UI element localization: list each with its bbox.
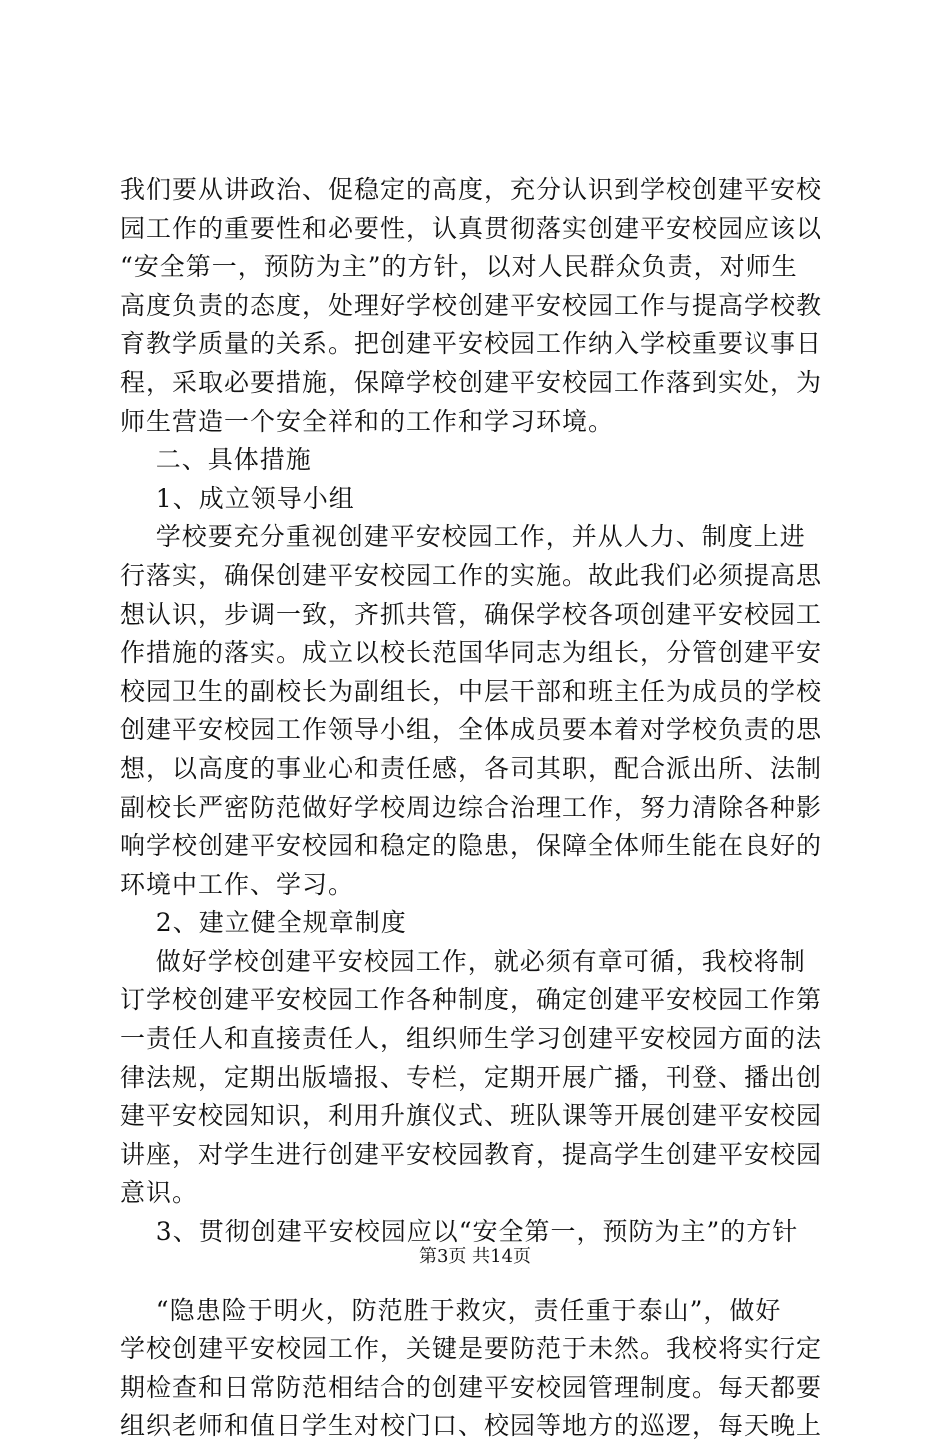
text-line: 组织老师和值日学生对校门口、校园等地方的巡逻，每天晚上 xyxy=(120,1411,823,1441)
text-line: 我们要从讲政治、促稳定的高度，充分认识到学校创建平安校 xyxy=(120,175,823,204)
text-line: 行落实，确保创建平安校园工作的实施。故此我们必须提高思 xyxy=(120,560,823,590)
subsection-heading: 2、建立健全规章制度 xyxy=(120,908,407,938)
subsection-heading: 3、贯彻创建平安校园应以“安全第一，预防为主”的方针 xyxy=(120,1217,799,1247)
section-heading: 二、具体措施 xyxy=(120,445,312,475)
text-line: 副校长严密防范做好学校周边综合治理工作，努力清除各种影 xyxy=(120,792,823,822)
text-line: 期检查和日常防范相结合的创建平安校园管理制度。每天都要 xyxy=(120,1372,823,1402)
text-line: 想认识，步调一致，齐抓共管，确保学校各项创建平安校园工 xyxy=(120,599,823,629)
text-line: 律法规，定期出版墙报、专栏，定期开展广播，刊登、播出创 xyxy=(120,1062,823,1092)
text-line: 订学校创建平安校园工作各种制度，确定创建平安校园工作第 xyxy=(120,985,823,1015)
text-line: 作措施的落实。成立以校长范国华同志为组长，分管创建平安 xyxy=(120,638,823,668)
text-line: 高度负责的态度，处理好学校创建平安校园工作与提高学校教 xyxy=(120,290,823,320)
page-number-footer: 第3页 共14页 xyxy=(418,1246,532,1267)
text-line: 园工作的重要性和必要性，认真贯彻落实创建平安校园应该以 xyxy=(120,213,823,243)
text-line: 学校要充分重视创建平安校园工作，并从人力、制度上进 xyxy=(120,522,806,552)
text-line: 意识。 xyxy=(120,1178,199,1208)
text-line: 学校创建平安校园工作，关键是要防范于未然。我校将实行定 xyxy=(120,1334,823,1364)
text-line: 育教学质量的关系。把创建平安校园工作纳入学校重要议事日 xyxy=(120,329,823,359)
text-line: 想，以高度的事业心和责任感，各司其职，配合派出所、法制 xyxy=(120,753,823,783)
text-line: “隐患险于明火，防范胜于救灾，责任重于泰山”，做好 xyxy=(120,1295,782,1325)
text-line: “安全第一，预防为主”的方针，以对人民群众负责，对师生 xyxy=(120,252,798,282)
text-line: 讲座，对学生进行创建平安校园教育，提高学生创建平安校园 xyxy=(120,1139,823,1169)
text-line: 一责任人和直接责任人，组织师生学习创建平安校园方面的法 xyxy=(120,1024,823,1054)
text-line: 创建平安校园工作领导小组，全体成员要本着对学校负责的思 xyxy=(120,715,823,745)
text-line: 师生营造一个安全祥和的工作和学习环境。 xyxy=(120,406,615,436)
text-line: 环境中工作、学习。 xyxy=(120,869,355,899)
text-line: 响学校创建平安校园和稳定的隐患，保障全体师生能在良好的 xyxy=(120,831,823,861)
subsection-heading: 1、成立领导小组 xyxy=(120,483,355,513)
text-line: 做好学校创建平安校园工作，就必须有章可循，我校将制 xyxy=(120,946,806,976)
text-line: 程，采取必要措施，保障学校创建平安校园工作落到实处，为 xyxy=(120,367,823,397)
text-line: 校园卫生的副校长为副组长，中层干部和班主任为成员的学校 xyxy=(120,676,823,706)
text-line: 建平安校园知识，利用升旗仪式、班队课等开展创建平安校园 xyxy=(120,1101,823,1131)
